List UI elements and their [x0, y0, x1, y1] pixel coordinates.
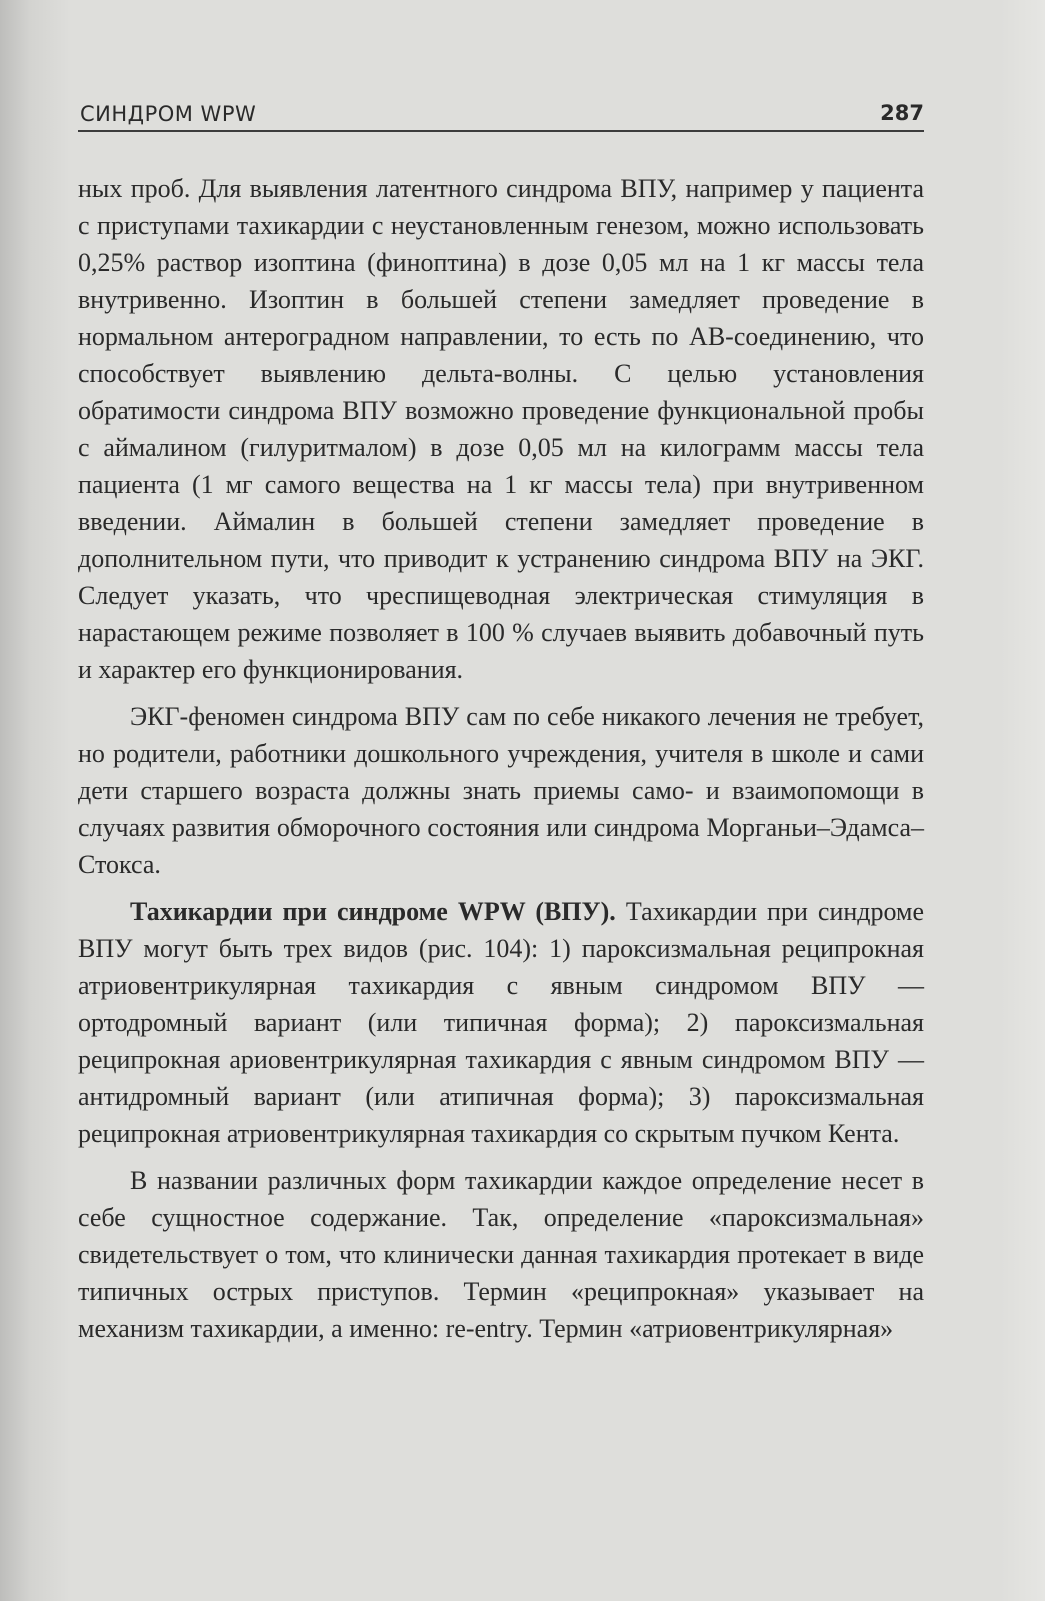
running-title: СИНДРОМ WPW — [80, 102, 257, 126]
paragraph-2: ЭКГ-феномен синдрома ВПУ сам по себе никакого лечения не требует, но родители, работники дошкольного учреждения, учителя в школе и сами дети старшего возраста должны знать приемы само- и взаимопомощи в случаях развития обморочного состояния или синдрома Морганьи–Эдамса–Стокса. — [78, 702, 924, 879]
body-text — [78, 170, 924, 1357]
paragraph-3-text: Тахикардии при синдроме ВПУ могут быть трех видов (рис. 104): 1) пароксизмальная реципрокная атриовентрикулярная тахикардия с явным синдромом ВПУ — ортодромный вариант (или типичная форма); 2) пароксизмальная реципрокная ариовентрикулярная тахикардия с явным синдромом ВПУ — антидромный вариант (или атипичная форма); 3) пароксизмальная реципрокная атриовентрикулярная тахикардия со скрытым пучком Кента. — [78, 897, 925, 1148]
paragraph-3-heading: Тахикардии при синдроме WPW (ВПУ). — [130, 897, 616, 926]
paragraph-4: В названии различных форм тахикардии каждое определение несет в себе сущностное содержание. Так, определение «пароксизмальная» свидетельствует о том, что клинически данная тахикардия протекает в виде типичных острых приступов. Термин «реципрокная» указывает на механизм тахикардии, а именно: re-entry. Термин «атриовентрикулярная» — [78, 1166, 924, 1343]
running-header — [78, 96, 924, 132]
paragraph-1: ных проб. Для выявления латентного синдрома ВПУ, например у пациента с приступами тахикардии с неустановленным генезом, можно использовать 0,25% раствор изоптина (финоптина) в дозе 0,05 мл на 1 кг массы тела внутривенно. Изоптин в большей степени замедляет проведение в нормальном антероградном направлении, то есть по АВ-соединению, что способствует выявлению дельта-волны. С целью установления обратимости синдрома ВПУ возможно проведение функциональной пробы с аймалином (гилуритмалом) в дозе 0,05 мл на килограмм массы тела пациента (1 мг самого вещества на 1 кг массы тела) при внутривенном введении. Аймалин в большей степени замедляет проведение в дополнительном пути, что приводит к устранению синдрома ВПУ на ЭКГ. Следует указать, что чреспищеводная электрическая стимуляция в нарастающем режиме позволяет в 100 % случаев выявить добавочный путь и характер его функционирования. — [78, 174, 924, 684]
paragraph-3 — [78, 893, 924, 1152]
page-number: 287 — [880, 101, 924, 125]
